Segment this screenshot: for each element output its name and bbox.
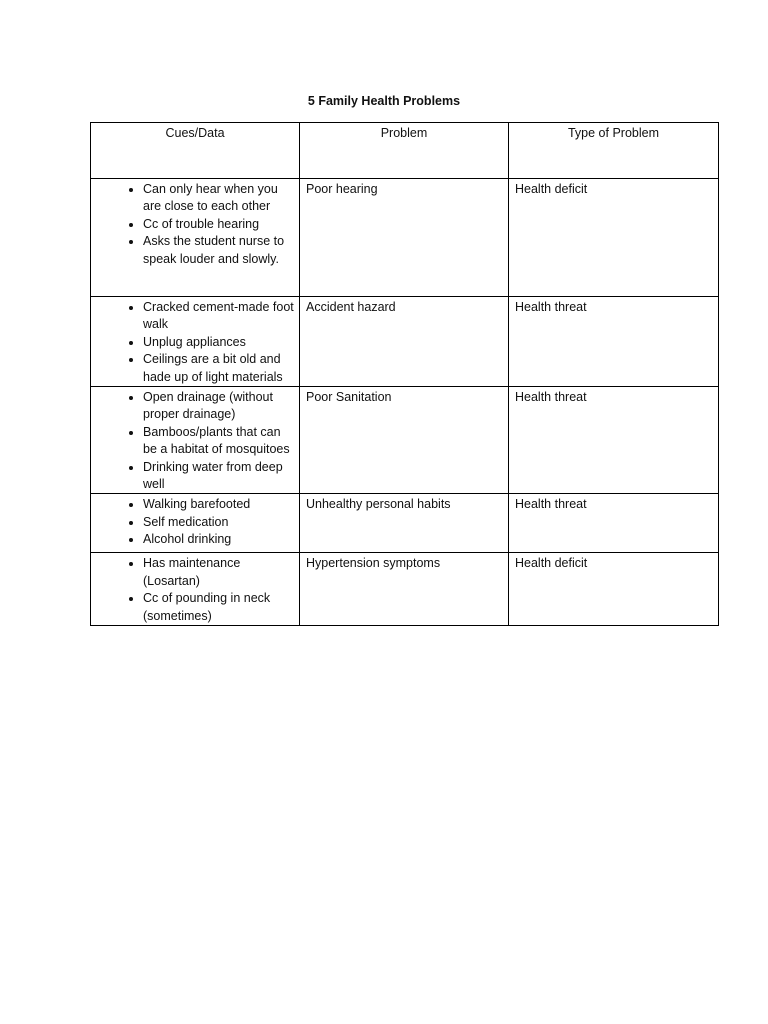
problem-cell: Hypertension symptoms	[300, 553, 509, 626]
type-cell: Health threat	[509, 387, 719, 494]
cue-item: • Cc of pounding in neck (sometimes)	[143, 590, 295, 625]
cues-cell	[91, 553, 300, 626]
cues-cell	[91, 297, 300, 387]
problem-cell: Poor Sanitation	[300, 387, 509, 494]
header-type-of-problem: Type of Problem	[509, 123, 719, 179]
header-problem: Problem	[300, 123, 509, 179]
problem-cell: Accident hazard	[300, 297, 509, 387]
cues-cell	[91, 179, 300, 297]
problem-cell: Unhealthy personal habits	[300, 494, 509, 553]
cue-item: • Self medication	[143, 514, 295, 531]
cue-item: • Bamboos/plants that can be a habitat of mosquitoes	[143, 424, 295, 459]
table-row	[91, 387, 719, 494]
type-cell: Health deficit	[509, 553, 719, 626]
cues-cell	[91, 387, 300, 494]
table-row	[91, 494, 719, 553]
type-cell: Health threat	[509, 297, 719, 387]
cue-item: • Open drainage (without proper drainage)	[143, 389, 295, 424]
cue-item: • Unplug appliances	[143, 334, 295, 351]
cue-item: • Cracked cement-made foot walk	[143, 299, 295, 334]
type-cell: Health threat	[509, 494, 719, 553]
cue-item: • Asks the student nurse to speak louder and slowly.	[143, 233, 295, 268]
cues-list	[91, 179, 299, 268]
cue-item: • Cc of trouble hearing	[143, 216, 295, 233]
cues-list	[91, 387, 299, 493]
cue-item: • Ceilings are a bit old and hade up of light materials	[143, 351, 295, 386]
type-cell: Health deficit	[509, 179, 719, 297]
cues-list	[91, 494, 299, 548]
table-header-row	[91, 123, 719, 179]
cue-item: • Alcohol drinking	[143, 531, 295, 548]
cue-item: • Can only hear when you are close to each other	[143, 181, 295, 216]
cue-item: • Drinking water from deep well	[143, 459, 295, 494]
cue-item: • Walking barefooted	[143, 496, 295, 513]
table-row	[91, 297, 719, 387]
table-row	[91, 179, 719, 297]
header-cues-data: Cues/Data	[91, 123, 300, 179]
cues-cell	[91, 494, 300, 553]
cues-list	[91, 553, 299, 625]
problem-cell: Poor hearing	[300, 179, 509, 297]
cue-item: • Has maintenance (Losartan)	[143, 555, 295, 590]
document-title: 5 Family Health Problems	[307, 94, 461, 108]
table-row	[91, 553, 719, 626]
cues-list	[91, 297, 299, 386]
health-problems-table	[90, 122, 719, 626]
